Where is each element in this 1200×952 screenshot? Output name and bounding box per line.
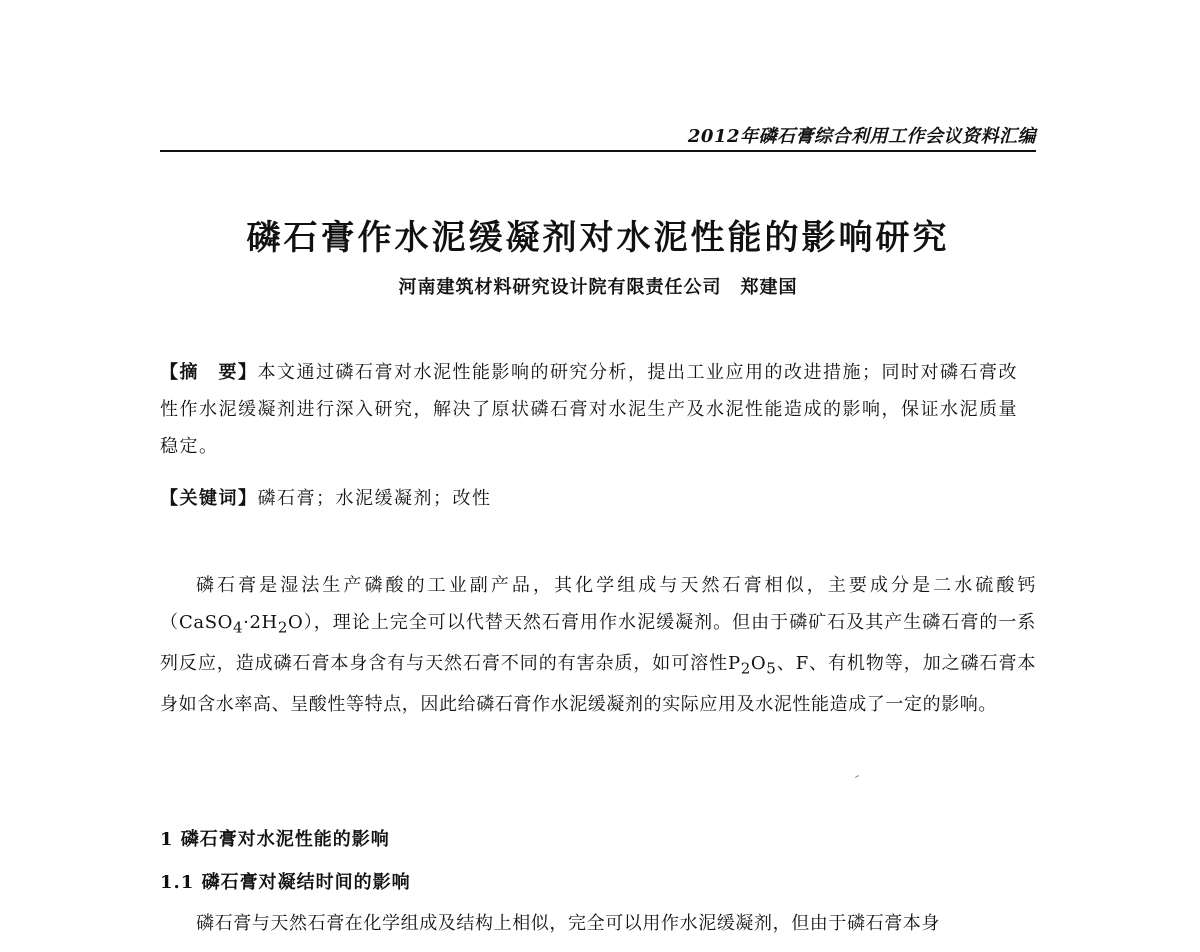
running-header: 2012年磷石膏综合利用工作会议资料汇编: [687, 126, 1036, 147]
abstract: [160, 354, 1036, 465]
keywords-label: 【关键词】: [160, 488, 258, 509]
intro-text-2: ·2H: [243, 611, 278, 633]
abstract-text: 本文通过磷石膏对水泥性能影响的研究分析，提出工业应用的改进措施；同时对磷石膏改性作水泥缓凝剂进行深入研究，解决了原状磷石膏对水泥生产及水泥性能造成的影响，保证水泥质量稳定。: [160, 362, 1018, 457]
header-rule: [160, 150, 1036, 152]
subscript-p2: 2: [740, 659, 751, 678]
intro-text-1: 磷石膏是湿法生产磷酸的工业副产品，其化学组成与天然石膏相似，主要成分是二水硫酸钙（CaSO: [160, 575, 1036, 633]
subscript-p5: 5: [766, 659, 777, 678]
abstract-label: 【摘 要】: [160, 362, 258, 383]
subscript-4: 4: [233, 618, 244, 637]
section-heading-1-1: 1.1 磷石膏对凝结时间的影响: [160, 872, 411, 893]
intro-text-5: 、F、有机物等，加之磷石膏本身如含水率高、呈酸性等特点，因此给磷石膏作水泥缓凝剂的实际应用及水泥性能造成了一定的影响。: [160, 652, 1036, 715]
scan-speck: [855, 775, 859, 778]
article-title: 磷石膏作水泥缓凝剂对水泥性能的影响研究: [246, 218, 950, 258]
section-1-1-paragraph: 磷石膏与天然石膏在化学组成及结构上相似，完全可以用作水泥缓凝剂，但由于磷石膏本身: [196, 913, 940, 934]
intro-text-3: O），理论上完全可以代替天然石膏用作水泥缓凝剂。但由于磷矿石及其产生磷石膏的一系列反应，造成磷石膏本身含有与天然石膏不同的有害杂质，如可溶性P: [160, 611, 1036, 674]
affiliation-author: 河南建筑材料研究设计院有限责任公司 郑建国: [398, 277, 798, 298]
intro-paragraph: [160, 568, 1036, 724]
section-heading-1: 1 磷石膏对水泥性能的影响: [160, 829, 390, 850]
keywords-text: 磷石膏；水泥缓凝剂；改性: [257, 488, 492, 509]
intro-text-4: O: [750, 652, 767, 674]
subscript-2: 2: [277, 618, 288, 637]
keywords: [160, 484, 1036, 514]
